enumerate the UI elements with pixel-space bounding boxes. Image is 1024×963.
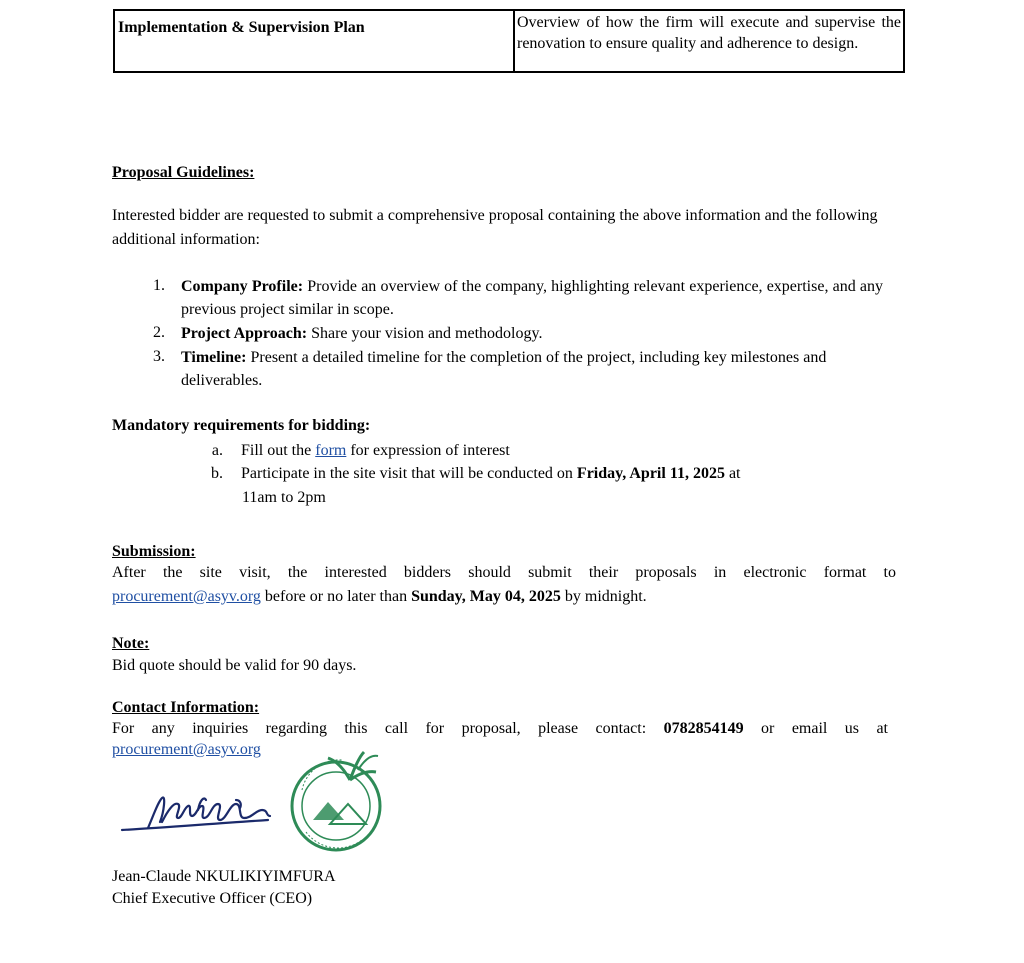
contact-email-link[interactable]: procurement@asyv.org	[112, 741, 261, 758]
signature-image	[118, 740, 408, 870]
requirement-a	[241, 442, 510, 460]
submission-text-end: by midnight.	[560, 588, 647, 605]
official-stamp	[292, 752, 380, 850]
list-item-letter: b.	[211, 465, 223, 482]
list-item-number: 3.	[153, 348, 165, 365]
requirement-b	[241, 465, 740, 483]
site-visit-date: Friday, April 11, 2025	[576, 465, 725, 482]
form-link[interactable]: form	[315, 442, 347, 459]
submission-line2	[112, 588, 647, 606]
contact-phone: 0782854149	[663, 720, 744, 737]
note-heading: Note:	[112, 635, 150, 652]
requirement-b-text-end: at	[724, 465, 741, 482]
requirement-b-text: Participate in the site visit that will be conducted on	[241, 465, 577, 482]
guidelines-heading: Proposal Guidelines:	[112, 164, 255, 181]
list-item	[181, 275, 883, 321]
contact-text-end: or email us at	[743, 720, 889, 737]
submission-heading: Submission:	[112, 543, 196, 560]
list-item-number: 1.	[153, 277, 165, 294]
requirement-b-time: 11am to 2pm	[242, 489, 326, 506]
list-item-label: Company Profile:	[181, 278, 304, 295]
list-item	[181, 322, 883, 345]
list-item-number: 2.	[153, 324, 165, 341]
submission-text: before or no later than	[260, 588, 412, 605]
contact-heading: Contact Information:	[112, 699, 260, 716]
list-item-label: Project Approach:	[181, 325, 308, 342]
guidelines-intro: Interested bidder are requested to submit a comprehensive proposal containing the above information and the following additional information:	[112, 207, 878, 248]
signatory-title: Chief Executive Officer (CEO)	[112, 890, 313, 907]
list-item-label: Timeline:	[181, 349, 247, 366]
table-row-description: Overview of how the firm will execute and supervise the renovation to ensure quality and adherence to design.	[517, 14, 901, 52]
requirement-a-text-end: for expression of interest	[346, 442, 510, 459]
signature-stamp-block	[118, 740, 408, 870]
plan-table	[113, 9, 905, 73]
contact-text: For any inquiries regarding this call for proposal, please contact:	[112, 720, 664, 737]
note-text: Bid quote should be valid for 90 days.	[112, 657, 357, 674]
submission-line1: After the site visit, the interested bidders should submit their proposals in electronic format to	[112, 564, 896, 581]
list-item-letter: a.	[211, 442, 223, 459]
table-row-label: Implementation & Supervision Plan	[115, 11, 515, 71]
list-item-text: Present a detailed timeline for the completion of the project, including key milestones and deliverables.	[181, 349, 827, 389]
submission-deadline: Sunday, May 04, 2025	[411, 588, 561, 605]
list-item-text: Provide an overview of the company, highlighting relevant experience, expertise, and any previous project similar in scope.	[181, 278, 884, 318]
procurement-email-link[interactable]: procurement@asyv.org	[112, 588, 261, 605]
signatory-name: Jean-Claude NKULIKIYIMFURA	[112, 868, 336, 885]
contact-line1	[112, 720, 888, 738]
signature-ink	[122, 797, 270, 830]
mandatory-heading: Mandatory requirements for bidding:	[112, 417, 371, 434]
requirement-a-text: Fill out the	[241, 442, 316, 459]
list-item	[181, 346, 899, 392]
list-item-text: Share your vision and methodology.	[307, 325, 543, 342]
